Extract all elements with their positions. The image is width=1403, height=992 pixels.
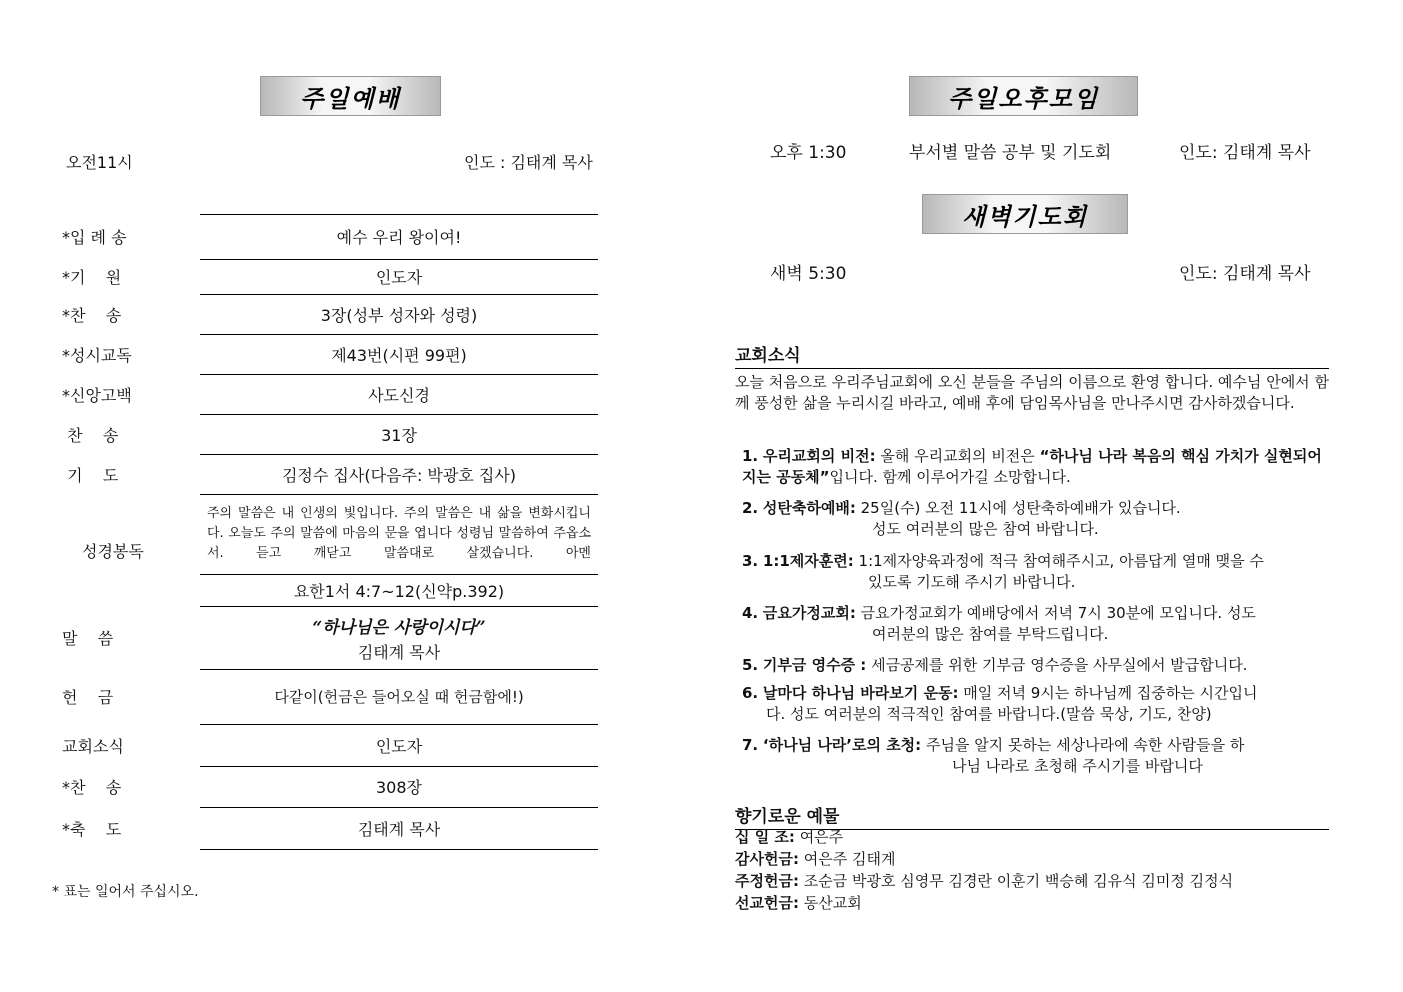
- news-title: 날마다 하나님 바라보기 운동:: [762, 684, 959, 702]
- worship-banner-text: 주일예배: [300, 83, 401, 113]
- afternoon-time: 오후 1:30: [770, 143, 847, 163]
- news-item: [742, 735, 1329, 777]
- afternoon-leader: 인도: 김태계 목사: [1179, 143, 1311, 163]
- hymn-label: *찬 송: [62, 778, 122, 797]
- news-text-cont: 있도록 기도해 주시기 바랍니다.: [868, 573, 1076, 591]
- church-news-heading: 교회소식: [735, 341, 1329, 369]
- offering-label: 십 일 조:: [735, 828, 795, 846]
- offering-names: 여은주 김태계: [798, 850, 896, 868]
- hymn-value: 308장: [376, 778, 422, 797]
- news-title: 성탄축하예배:: [762, 499, 856, 517]
- order-value: 김정수 집사(다음주: 박광호 집사): [281, 465, 517, 485]
- reading-prayer: 주의 말씀은 내 인생의 빛입니다. 주의 말씀은 내 삶을 변화시킵니다. 오늘도 주의 말씀에 마음의 문을 엽니다 성령님 말씀하여 주옵소서. 듣고 깨닫고 말씀대로 살겠습니다. 아멘: [207, 506, 591, 561]
- afternoon-banner: [909, 76, 1138, 116]
- worship-leader: 인도 : 김태계 목사: [464, 153, 593, 172]
- news-item: [742, 655, 1329, 676]
- news-text: 올해 우리교회의 비전은: [875, 447, 1040, 465]
- news-text-cont: 여러분의 많은 참여를 부탁드립니다.: [872, 625, 1109, 643]
- news-vision: “하나님 나라 복음의 핵심 가치가 실현되어지는 공동체”: [742, 447, 1322, 486]
- order-value: 제43번(시편 99편): [331, 345, 467, 365]
- offering-row: [735, 892, 862, 913]
- offering-label: 헌 금: [62, 688, 114, 707]
- news-title: 기부금 영수증 :: [762, 656, 867, 674]
- news-text-cont: 나님 나라로 초청해 주시기를 바랍니다: [952, 757, 1203, 775]
- news-num: 4.: [742, 604, 759, 622]
- news-title: 금요가정교회:: [762, 604, 856, 622]
- dawn-time: 새벽 5:30: [770, 264, 847, 284]
- news-text-cont: 다. 성도 여러분의 적극적인 참여를 바랍니다.(말씀 묵상, 기도, 찬양): [766, 705, 1212, 723]
- news-title: 우리교회의 비전:: [762, 447, 876, 465]
- news-num: 6.: [742, 684, 759, 702]
- offering-names: 동산교회: [798, 894, 862, 912]
- afternoon-desc: 부서별 말씀 공부 및 기도회: [909, 143, 1112, 163]
- offering-heading: 향기로운 예물: [735, 802, 1329, 830]
- church-news-intro: 오늘 처음으로 우리주님교회에 오신 분들을 주님의 이름으로 환영 합니다. 예수님 안에서 함께 풍성한 삶을 누리시길 바라고, 예배 후에 담임목사님을 만나주시면 감사하겠습니다.: [735, 373, 1329, 412]
- news-text: 입니다. 함께 이루어가길 소망합니다.: [829, 468, 1071, 486]
- news-item: [742, 551, 1329, 593]
- table-line: [200, 849, 598, 850]
- bless-label: *축 도: [62, 819, 122, 839]
- news-item: [742, 683, 1329, 725]
- news-title: 1:1제자훈련:: [762, 552, 854, 570]
- footnote: * 표는 일어서 주십시오.: [52, 884, 199, 900]
- news-label: 교회소식: [62, 736, 124, 756]
- worship-banner: [260, 76, 441, 116]
- offering-row: [735, 848, 895, 869]
- order-value: 사도신경: [368, 385, 430, 405]
- news-num: 5.: [742, 656, 759, 674]
- order-label: 찬 송: [62, 425, 119, 445]
- news-text: 주님을 알지 못하는 세상나라에 속한 사람들을 하: [921, 736, 1245, 754]
- news-value: 인도자: [375, 736, 423, 756]
- news-num: 3.: [742, 552, 759, 570]
- offering-label: 주정헌금:: [735, 872, 799, 890]
- news-item: [742, 498, 1329, 540]
- offering-row: [735, 826, 843, 847]
- order-label: *찬 송: [62, 305, 122, 325]
- offering-value: 다같이(헌금은 들어오실 때 헌금함에!): [274, 688, 524, 706]
- order-value: 3장(성부 성자와 성령): [320, 305, 478, 325]
- offering-row: [735, 870, 1233, 891]
- table-line: [200, 494, 598, 495]
- news-text-cont: 성도 여러분의 많은 참여 바랍니다.: [872, 520, 1099, 538]
- order-label: *성시교독: [62, 345, 132, 365]
- order-label: *기 원: [62, 268, 122, 287]
- worship-time: 오전11시: [66, 153, 133, 172]
- news-text: 세금공제를 위한 기부금 영수증을 사무실에서 발급합니다.: [866, 656, 1248, 674]
- dawn-banner: [922, 194, 1128, 234]
- news-num: 7.: [742, 736, 759, 754]
- news-text: 금요가정교회가 예배당에서 저녁 7시 30분에 모입니다. 성도: [855, 604, 1256, 622]
- dawn-leader: 인도: 김태계 목사: [1179, 264, 1311, 284]
- news-item: [742, 603, 1329, 645]
- offering-label: 선교헌금:: [735, 894, 799, 912]
- news-text: 1:1제자양육과정에 적극 참여해주시고, 아름답게 열매 맺을 수: [853, 552, 1264, 570]
- sermon-title: “하나님은 사랑이시다”: [312, 618, 486, 638]
- reading-passage: 요한1서 4:7~12(신약p.392): [293, 581, 505, 601]
- offering-names: 조순금 박광호 심영무 김경란 이훈기 백승혜 김유식 김미정 김정식: [798, 872, 1234, 890]
- sermon-preacher: 김태계 목사: [357, 643, 441, 662]
- order-value: 인도자: [375, 268, 423, 287]
- offering-label: 감사헌금:: [735, 850, 799, 868]
- news-text: 25일(수) 오전 11시에 성탄축하예배가 있습니다.: [855, 499, 1181, 517]
- news-num: 2.: [742, 499, 759, 517]
- table-line: [200, 606, 598, 607]
- news-item: [742, 446, 1329, 488]
- afternoon-banner-text: 주일오후모임: [947, 83, 1100, 113]
- order-label: *입 례 송: [62, 228, 127, 247]
- sermon-cell: [200, 610, 598, 666]
- order-label: *신앙고백: [62, 385, 132, 405]
- news-text: 매일 저녁 9시는 하나님께 집중하는 시간입니: [958, 684, 1258, 702]
- dawn-banner-text: 새벽기도회: [962, 201, 1088, 231]
- order-value: 31장: [381, 425, 417, 445]
- order-value: 예수 우리 왕이여!: [336, 228, 462, 247]
- bless-value: 김태계 목사: [357, 819, 441, 839]
- order-label: 기 도: [62, 465, 119, 485]
- news-title: ‘하나님 나라’로의 초청:: [762, 736, 922, 754]
- reading-label: 성경봉독: [82, 541, 144, 561]
- sermon-label: 말 씀: [62, 629, 114, 648]
- news-num: 1.: [742, 447, 759, 465]
- offering-names: 여은주: [794, 828, 844, 846]
